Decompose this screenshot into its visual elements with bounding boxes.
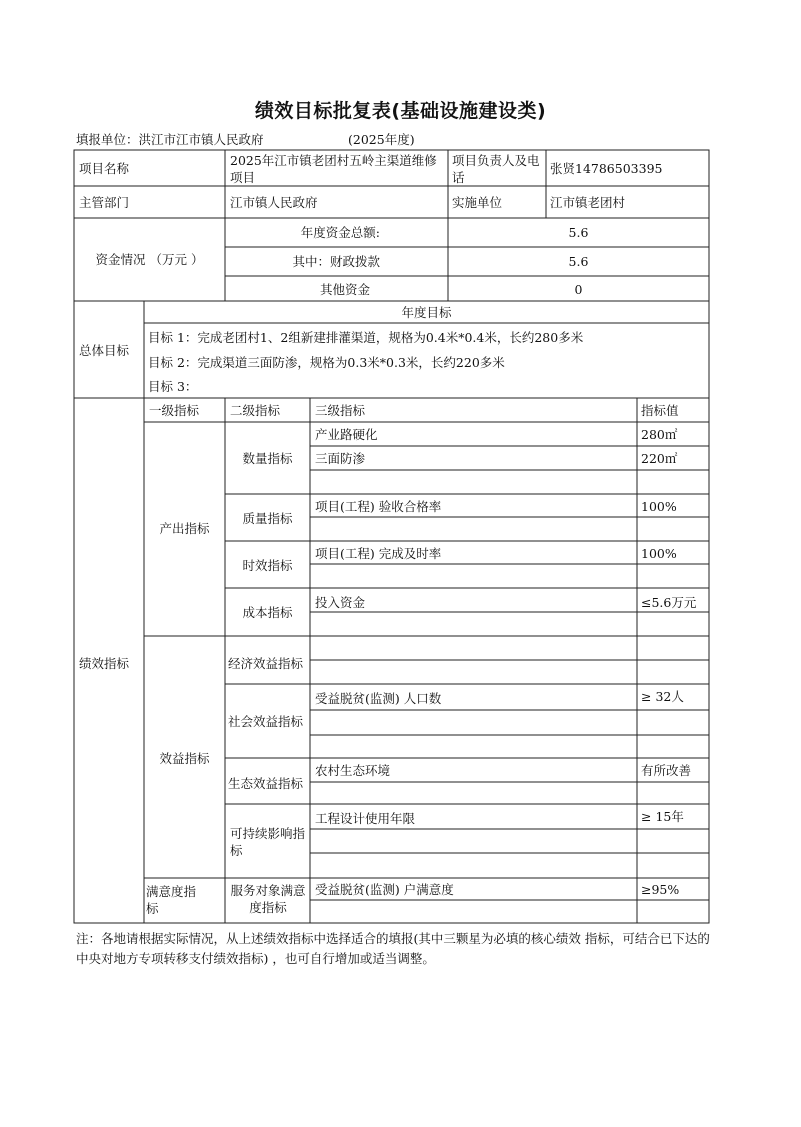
project-name-label: 项目名称 — [79, 161, 130, 176]
quality-indicator-label: 质量指标 — [242, 511, 293, 526]
reporting-unit: 填报单位：洪江市江市镇人民政府 — [76, 132, 264, 147]
funding-other-label: 其他资金 — [319, 282, 370, 297]
metric-name: 项目(工程) 验收合格率 — [315, 499, 442, 514]
timeliness-indicator-label: 时效指标 — [242, 558, 293, 573]
metric-name: 投入资金 — [315, 595, 366, 610]
quantity-indicator-label: 数量指标 — [242, 451, 293, 466]
metric-value: 100% — [641, 546, 677, 561]
metric-name: 项目(工程) 完成及时率 — [315, 546, 442, 561]
output-indicator-label: 产出指标 — [159, 521, 210, 536]
metric-name: 工程设计使用年限 — [315, 811, 416, 826]
page-title: 绩效目标批复表(基础设施建设类) — [254, 100, 547, 122]
metric-name: 三面防渗 — [315, 451, 366, 466]
metric-value: ≥ 32人 — [641, 689, 684, 704]
metric-name: 受益脱贫(监测) 户满意度 — [315, 882, 454, 897]
project-leader-value: 张贤14786503395 — [550, 161, 663, 176]
footnote: 注：各地请根据实际情况，从上述绩效指标中选择适合的填报(其中三颗星为必填的核心绩效 指标，可结合已下达的中央对地方专项转移支付绩效指标) ，也可自行增加或适当调整。 — [76, 931, 710, 966]
goal-item: 目标 2：完成渠道三面防渗，规格为0.3米*0.3米，长约220多米 — [148, 355, 505, 370]
eco-indicator-label: 生态效益指标 — [228, 776, 304, 791]
social-indicator-label: 社会效益指标 — [228, 714, 304, 729]
goals-header: 年度目标 — [401, 305, 452, 320]
satisfaction-indicator-label: 满意度指标 — [146, 884, 197, 916]
header-level3: 三级指标 — [315, 403, 366, 418]
metric-name: 受益脱贫(监测) 人口数 — [315, 691, 442, 706]
goal-item: 目标 3： — [148, 379, 198, 394]
department-value: 江市镇人民政府 — [230, 195, 318, 210]
project-name-value: 2025年江市镇老团村五岭主渠道维修项目 — [230, 153, 437, 185]
economic-indicator-label: 经济效益指标 — [228, 656, 304, 671]
report-year: (2025年度) — [348, 132, 415, 147]
benefit-indicator-label: 效益指标 — [159, 751, 210, 766]
implementing-unit-value: 江市镇老团村 — [550, 195, 626, 210]
funding-fiscal-label: 其中：财政拨款 — [292, 254, 380, 269]
metric-name: 产业路硬化 — [315, 427, 378, 442]
goal-item: 目标 1：完成老团村1、2组新建排灌渠道，规格为0.4米*0.4米，长约280多米 — [148, 330, 584, 345]
metric-value: 100% — [641, 499, 677, 514]
metric-value: ≥ 15年 — [641, 809, 684, 824]
department-label: 主管部门 — [79, 195, 130, 210]
implementing-unit-label: 实施单位 — [452, 195, 503, 210]
metric-value: 280㎡ — [641, 427, 678, 442]
metric-name: 农村生态环境 — [315, 763, 391, 778]
header-level2: 二级指标 — [230, 403, 281, 418]
header-value: 指标值 — [641, 403, 679, 418]
cost-indicator-label: 成本指标 — [242, 605, 293, 620]
performance-label: 绩效指标 — [79, 656, 130, 671]
header-level1: 一级指标 — [149, 403, 200, 418]
project-leader-label: 项目负责人及电话 — [452, 153, 540, 185]
funding-total-value: 5.6 — [568, 225, 589, 240]
service-satisfaction-label: 服务对象满意度指标 — [230, 883, 306, 915]
funding-fiscal-value: 5.6 — [568, 254, 589, 269]
metric-value: ≥95% — [641, 882, 680, 897]
metric-value: ≤5.6万元 — [641, 595, 697, 610]
goals-label: 总体目标 — [79, 343, 130, 358]
metric-value: 220㎡ — [641, 451, 678, 466]
metric-value: 有所改善 — [641, 763, 692, 778]
funding-label: 资金情况 （万元 ） — [95, 252, 204, 267]
funding-total-label: 年度资金总额: — [300, 225, 380, 240]
sustain-indicator-label: 可持续影响指标 — [230, 826, 306, 858]
funding-other-value: 0 — [574, 282, 583, 297]
